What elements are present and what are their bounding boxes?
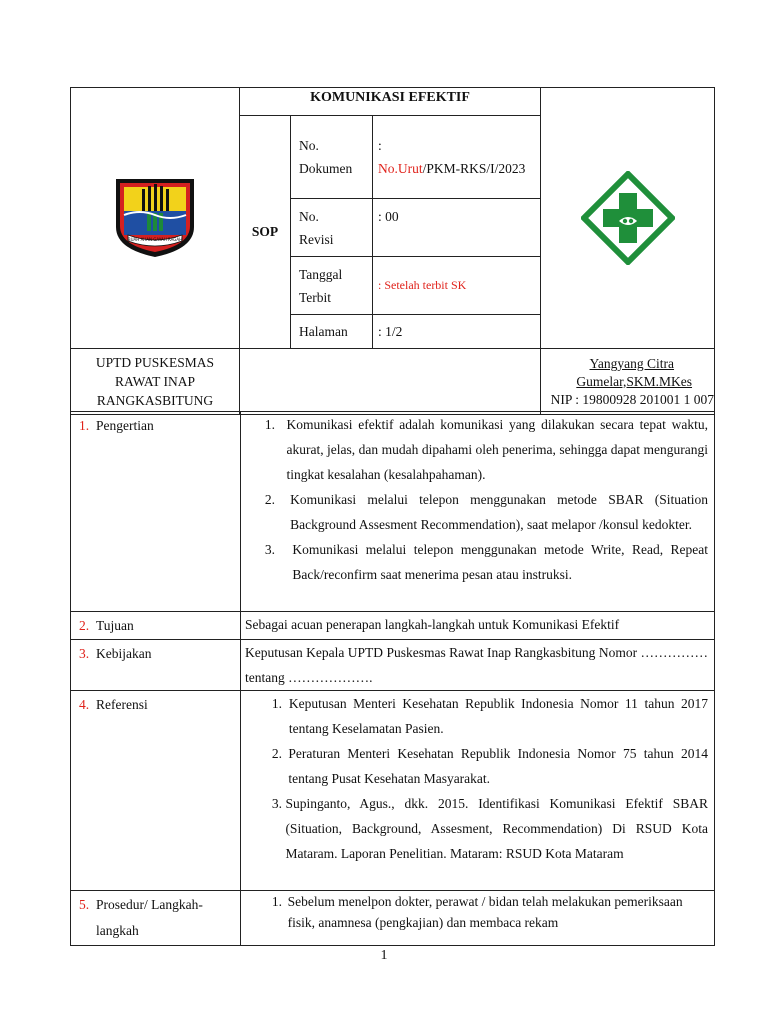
list-item: 2. Peraturan Menteri Kesehatan Republik Indonesia Nomor 75 tahun 2014 tentang Pusat Kesehatan Masyarakat. [271,746,708,786]
page-number: 1 [380,948,388,963]
field-value-page: : 1/2 [373,315,541,349]
sop-header-table [70,87,715,415]
section-label-tujuan: 2. Tujuan [71,612,241,640]
list-item: 1. Keputusan Menteri Kesehatan Republik Indonesia Nomor 11 tahun 2017 tentang Keselamatan Pasien. [271,696,708,736]
list-item: 3. Supinganto, Agus., dkk. 2015. Identifikasi Komunikasi Efektif SBAR (Situation, Background, Assesment, Recommendation) Di RSUD Kota Mataram. Laporan Penelitian. Mataram: RSUD Kota Mataram [271,796,708,861]
document-title: KOMUNIKASI EFEKTIF [240,88,541,116]
organization-name: UPTD PUSKESMAS RAWAT INAP RANGKASBITUNG [71,349,240,415]
list-item: 3. Komunikasi melalui telepon menggunakan metode Write, Read, Repeat Back/reconfirm saat menerima pesan atau instruksi. [264,542,708,582]
field-label-revision: No. Revisi [291,199,373,257]
section-content-pengertian [241,412,715,612]
signer-block: Yangyang Citra Gumelar,SKM.MKes NIP : 19800928 201001 1 007 [541,349,715,415]
field-label-page: Halaman [291,315,373,349]
puskesmas-cross-logo-icon [581,171,675,265]
section-content-tujuan: Sebagai acuan penerapan langkah-langkah untuk Komunikasi Efektif [241,612,715,640]
list-item: 2. Komunikasi melalui telepon menggunakan metode SBAR (Situation Background Assesment Recommendation), saat melapor /konsul kedokter. [264,492,708,532]
regency-emblem-icon [110,175,200,261]
blank-signature-area [240,349,541,415]
section-content-referensi [241,691,715,891]
field-value-issue-date: : Setelah terbit SK [373,257,541,315]
section-content-kebijakan: Keputusan Kepala UPTD Puskesmas Rawat Inap Rangkasbitung Nomor …………… tentang ………………. [241,640,715,691]
sop-content-table [70,411,715,946]
section-label-prosedur: 5. Prosedur/ Langkah- langkah [71,891,241,946]
field-label-issue-date: Tanggal Terbit [291,257,373,315]
section-label-kebijakan: 3. Kebijakan [71,640,241,691]
left-logo-cell [71,88,240,349]
field-label-document: No. Dokumen [291,116,373,199]
sop-label: SOP [240,116,291,349]
field-value-document: : No.Urut/PKM-RKS/I/2023 [373,116,541,199]
section-label-referensi: 4. Referensi [71,691,241,891]
right-logo-cell [541,88,715,349]
emblem-motto-text: BUAH AHAN GAYAH RAGAH [127,237,183,242]
list-item: 1. Komunikasi efektif adalah komunikasi yang dilakukan secara tepat waktu, akurat, jelas, dan mudah dipahami oleh penerima, sehingga dapat mengurangi tingkat kesalahan (kesalahpahaman). [264,417,708,482]
field-value-revision: : 00 [373,199,541,257]
list-item: 1. Sebelum menelpon dokter, perawat / bidan telah melakukan pemeriksaan fisik, anamnesa (pengkajian) dan membaca rekam [271,894,683,930]
section-content-prosedur [241,891,715,946]
section-label-pengertian: 1. Pengertian [71,412,241,612]
